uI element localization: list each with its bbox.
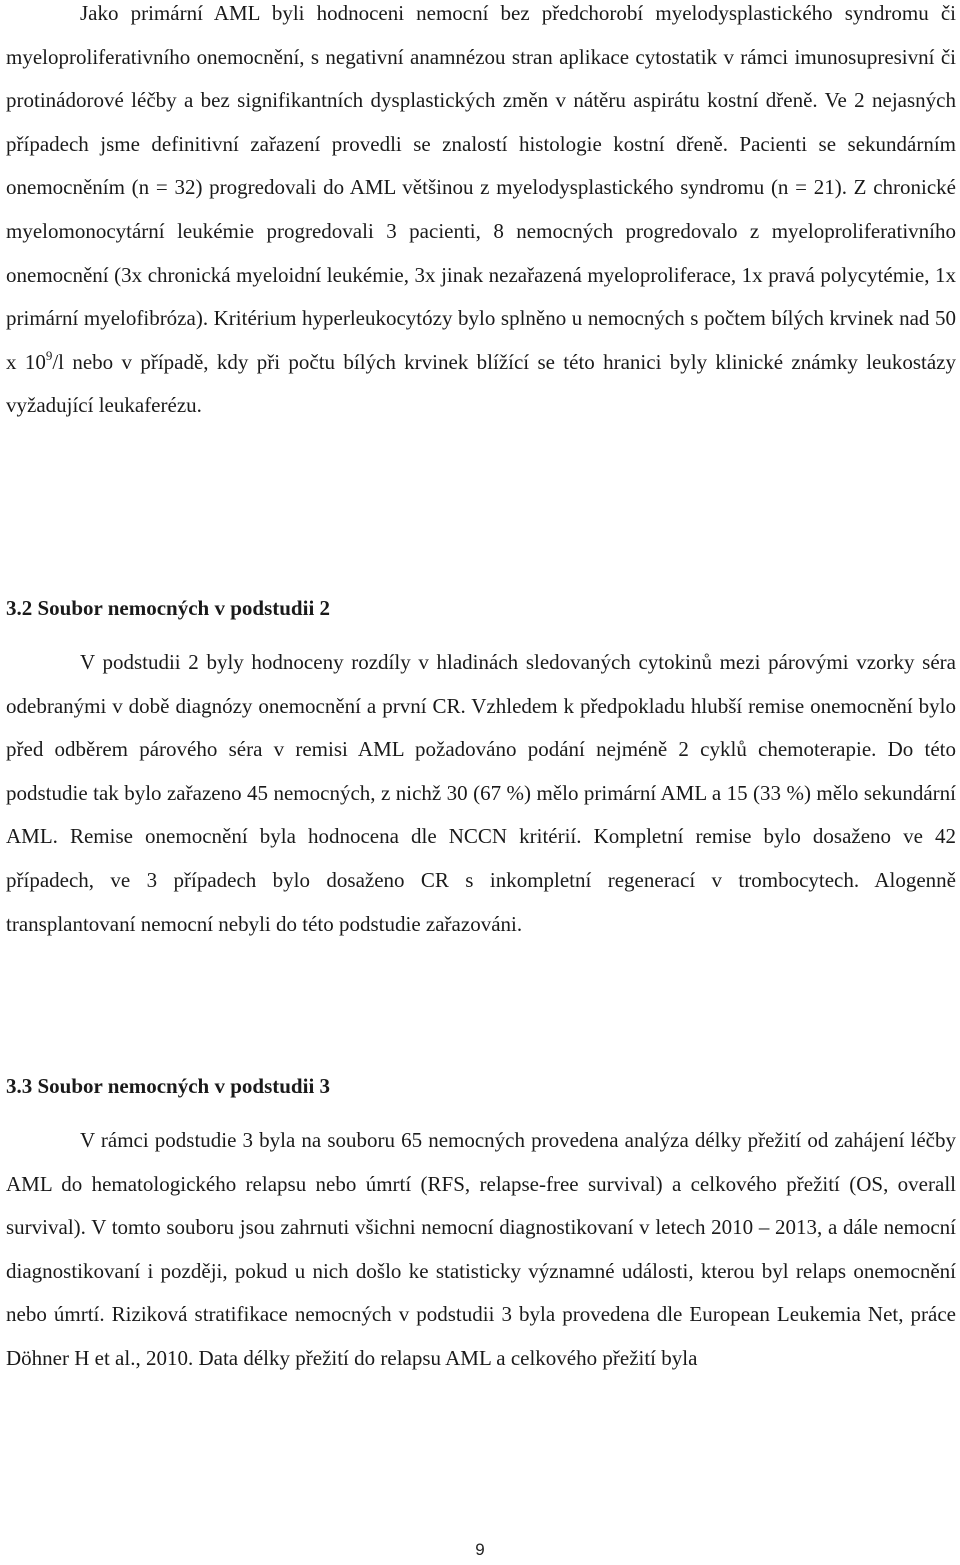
superscript-exponent: 9 [45, 347, 53, 363]
paragraph-substudy-3: V rámci podstudie 3 byla na souboru 65 nemocných provedena analýza délky přežití od zahájení léčby AML do hematologického relapsu nebo úmrtí (RFS, relapse-free survival) a celkového přežití (OS, overall survival). V tomto souboru jsou zahrnuti všichni nemocní diagnostikovaní v letech 2010 – 2013, a dále nemocní diagnostikovaní i později, pokud u nich došlo ke statisticky významné události, kterou byl relaps onemocnění nebo úmrtí. Riziková stratifikace nemocných v podstudii 3 byla provedena dle European Leukemia Net, práce Döhner H et al., 2010. Data délky přežití do relapsu AML a celkového přežití byla [6, 1128, 956, 1370]
page-number: 9 [475, 1540, 485, 1559]
paragraph-substudy-2: V podstudii 2 byly hodnoceny rozdíly v hladinách sledovaných cytokinů mezi párovými vzorky séra odebranými v době diagnózy onemocnění a první CR. Vzhledem k předpokladu hlubší remise onemocnění bylo před odběrem párového séra v remisi AML požadováno podání nejméně 2 cyklů chemoterapie. Do této podstudie tak bylo zařazeno 45 nemocných, z nichž 30 (67 %) mělo primární AML a 15 (33 %) mělo sekundární AML. Remise onemocnění byla hodnocena dle NCCN kritérií. Kompletní remise bylo dosaženo ve 42 případech, ve 3 případech bylo dosaženo CR s inkompletní regenerací v trombocytech. Alogenně transplantovaní nemocní nebyli do této podstudie zařazováni. [6, 650, 956, 936]
section-heading-3-3: 3.3 Soubor nemocných v podstudii 3 [6, 1074, 331, 1098]
section-heading-3-2: 3.2 Soubor nemocných v podstudii 2 [6, 596, 331, 620]
paragraph-aml-criteria [6, 0, 956, 428]
paragraph-text-continued: /l nebo v případě, kdy při počtu bílých krvinek blížící se této hranici byly klinické známky leukostázy vyžadující leukaferézu. [6, 349, 957, 418]
paragraph-text: Jako primární AML byli hodnoceni nemocní bez předchorobí myelodysplastického syndromu či myeloproliferativního onemocnění, s negativní anamnézou stran aplikace cytostatik v rámci imunosupresivní či protinádorové léčby a bez signifikantních dysplastických změn v nátěru aspirátu kostní dřeně. Ve 2 nejasných případech jsme definitivní zařazení provedli se znalostí histologie kostní dřeně. Pacienti se sekundárním onemocněním (n = 32) progredovali do AML většinou z myelodysplastického syndromu (n = 21). Z chronické myelomonocytární leukémie progredovali 3 pacienti, 8 nemocných progredovalo z myeloproliferativního onemocnění (3x chronická myeloidní leukémie, 3x jinak nezařazená myeloproliferace, 1x pravá polycytémie, 1x primární myelofibróza). Kritérium hyperleukocytózy bylo splněno u nemocných s počtem bílých krvinek nad 50 x 10 [6, 1, 956, 374]
